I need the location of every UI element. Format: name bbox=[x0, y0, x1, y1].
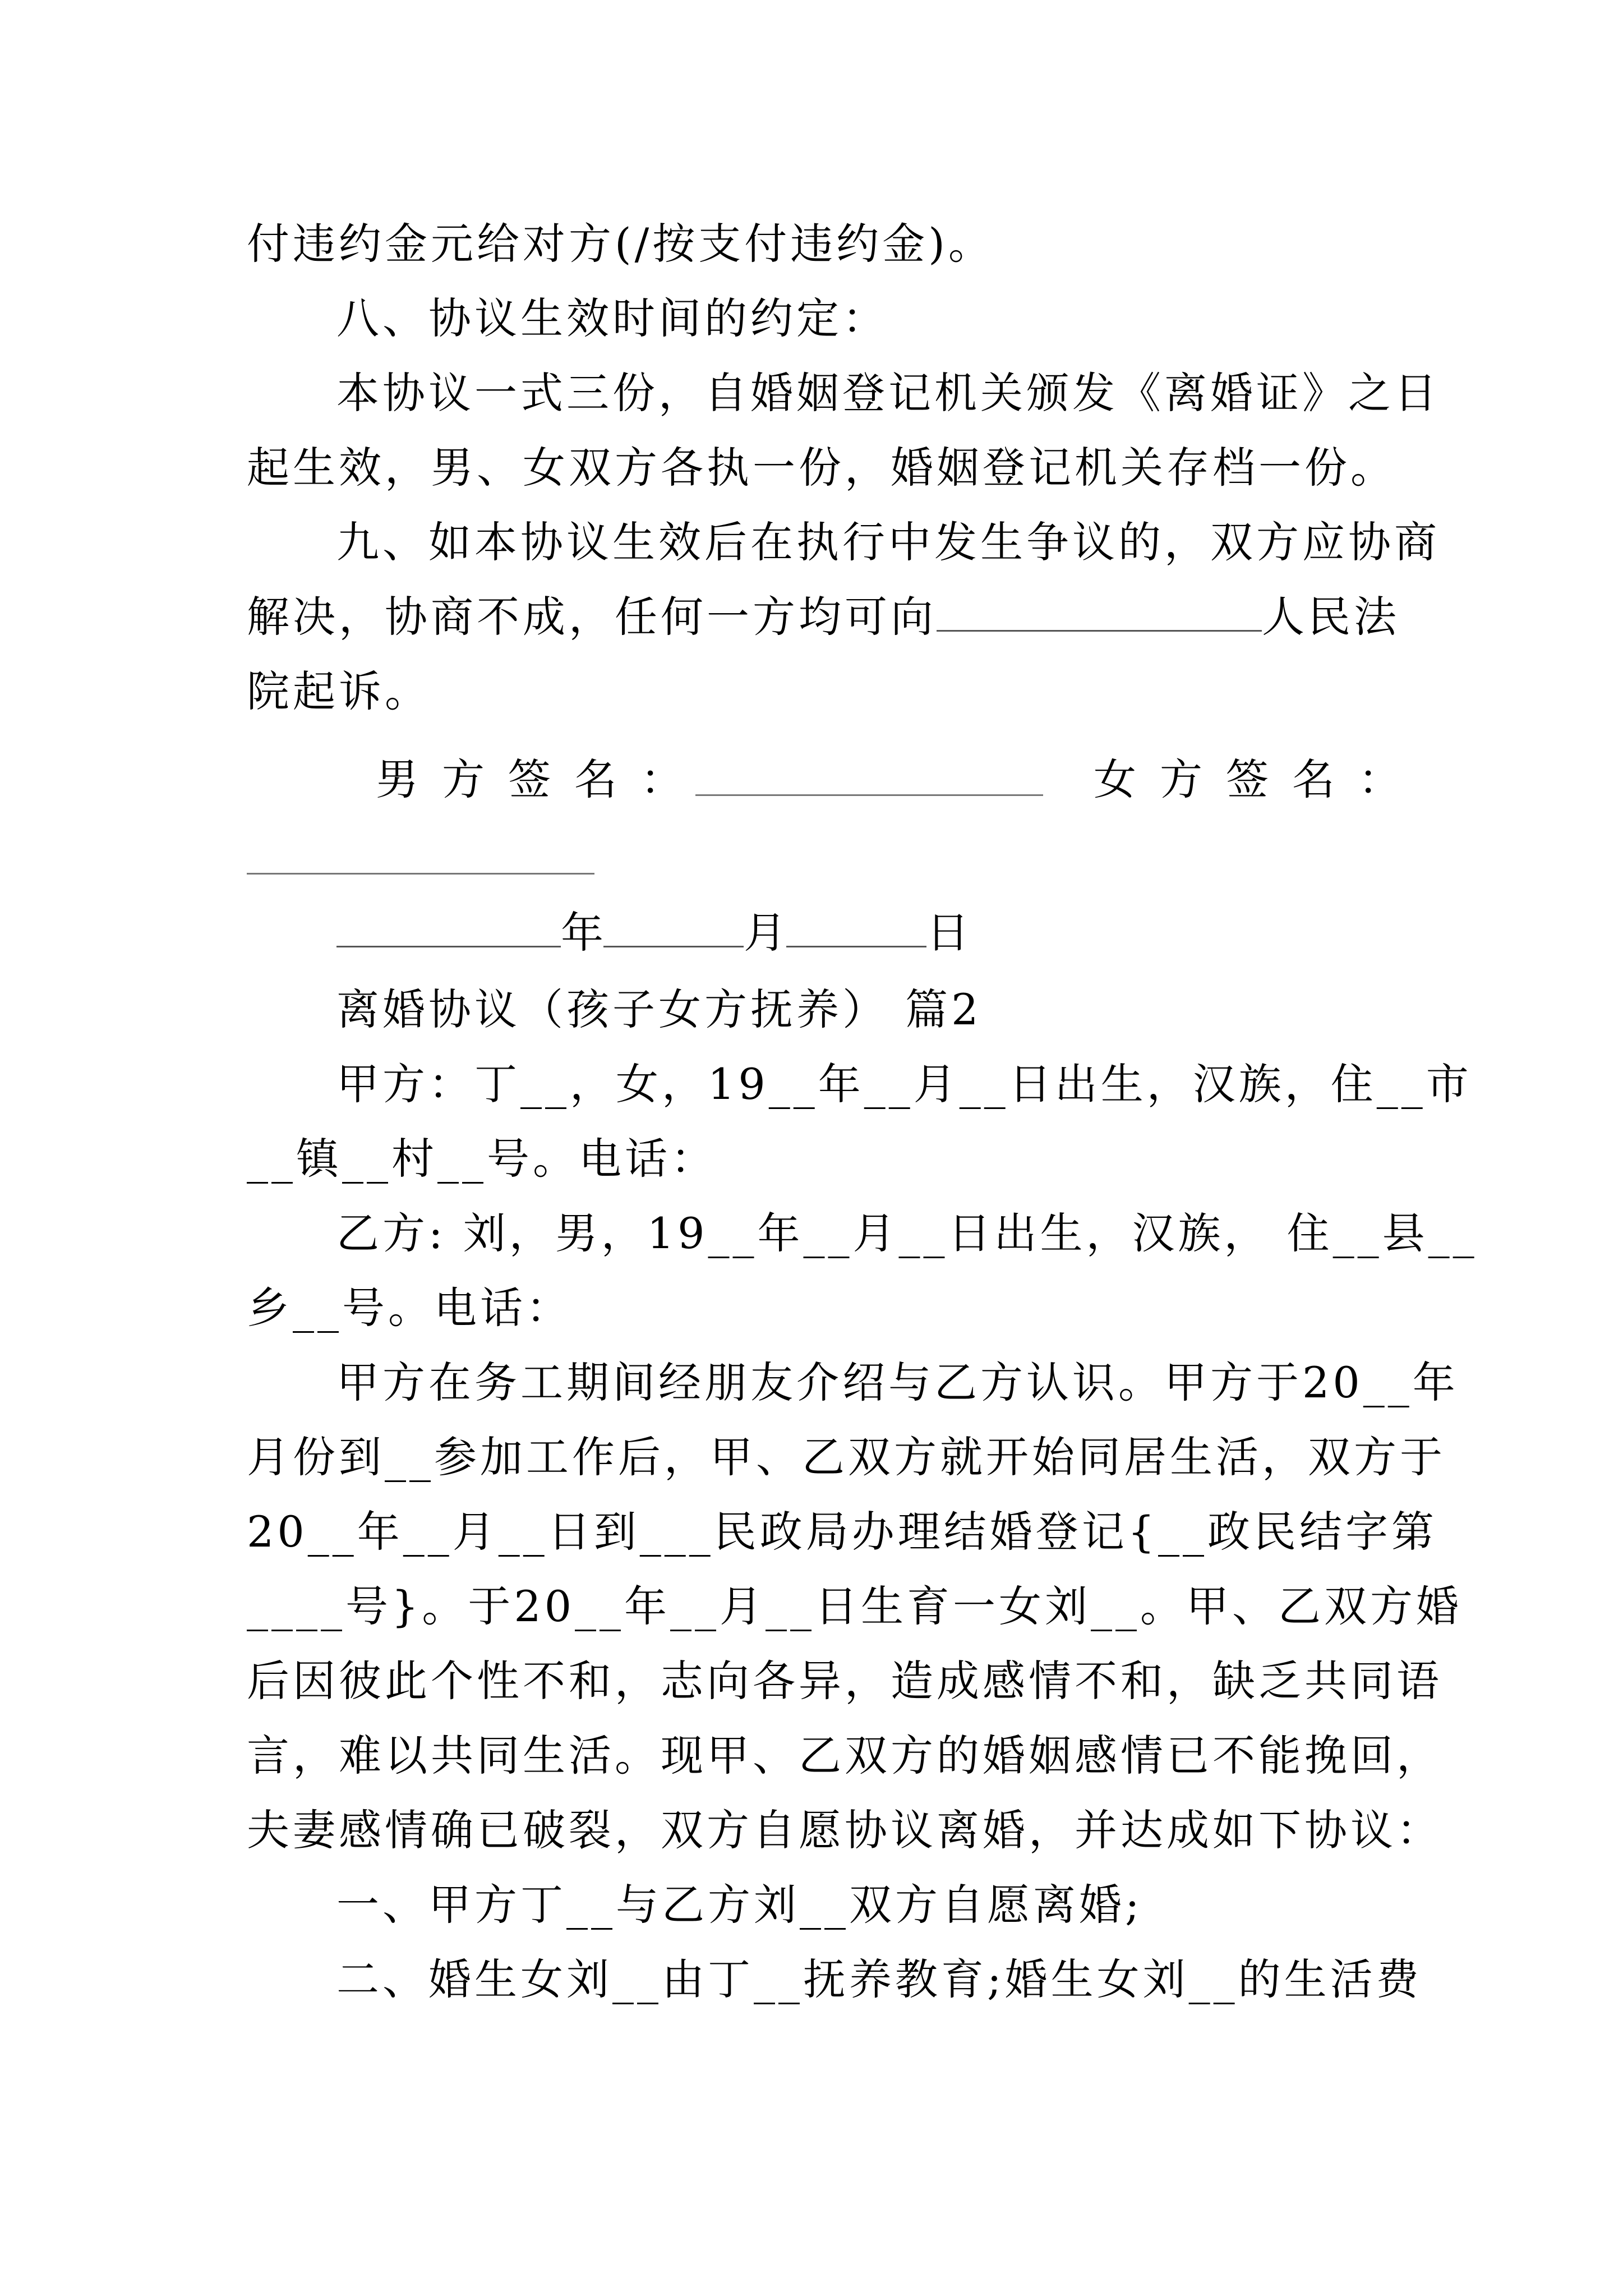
month-blank bbox=[603, 903, 744, 947]
document-title: 离婚协议（孩子女方抚养） 篇2 bbox=[336, 984, 982, 1034]
text-line: 言，难以共同生活。现甲、乙双方的婚姻感情已不能挽回， bbox=[247, 1731, 1442, 1780]
party-a-line-cont: __镇__村__号。电话： bbox=[247, 1134, 717, 1184]
text-segment: 解决，协商不成，任何一方均可向 bbox=[247, 592, 937, 642]
text-line: 20__年__月__日到___民政局办理结婚登记{__政民结字第 bbox=[247, 1507, 1438, 1557]
text-line: 付违约金元给对方(/按支付违约金)。 bbox=[247, 219, 994, 269]
court-name-blank bbox=[937, 590, 1262, 632]
female-signature-label: 女方签名： bbox=[1094, 754, 1424, 804]
text-line-court bbox=[247, 589, 1400, 645]
text-line: 院起诉。 bbox=[247, 666, 431, 716]
party-b-line: 乙方: 刘，男，19__年__月__日出生，汉族， 住__县__ bbox=[336, 1208, 1478, 1258]
text-line: 月份到__参加工作后，甲、乙双方就开始同居生活，双方于 bbox=[247, 1432, 1446, 1482]
party-a-line: 甲方：丁__，女，19__年__月__日出生，汉族，住__市 bbox=[336, 1059, 1472, 1109]
text-segment: 人民法 bbox=[1262, 592, 1400, 642]
text-line: ____号}。于20__年__月__日生育一女刘__。甲、乙双方婚 bbox=[247, 1581, 1463, 1631]
date-row bbox=[336, 903, 969, 959]
clause-one: 一、甲方丁__与乙方刘__双方自愿离婚; bbox=[336, 1880, 1143, 1930]
clause-two: 二、婚生女刘__由丁__抚养教育;婚生女刘__的生活费 bbox=[336, 1954, 1422, 2004]
male-signature-label: 男方签名： bbox=[376, 754, 707, 804]
text-line: 后因彼此个性不和，志向各异，造成感情不和，缺乏共同语 bbox=[247, 1656, 1442, 1706]
section-heading-eight: 八、协议生效时间的约定： bbox=[336, 293, 888, 343]
text-line: 起生效，男、女双方各执一份，婚姻登记机关存档一份。 bbox=[247, 443, 1396, 493]
year-blank bbox=[336, 903, 561, 947]
text-line: 夫妻感情确已破裂，双方自愿协议离婚，并达成如下协议： bbox=[247, 1805, 1442, 1855]
male-signature-blank bbox=[695, 794, 1043, 796]
day-blank bbox=[786, 903, 926, 947]
signature-row bbox=[247, 752, 1424, 808]
female-signature-blank bbox=[247, 873, 594, 875]
year-label: 年 bbox=[561, 908, 603, 958]
text-line: 本协议一式三份，自婚姻登记机关颁发《离婚证》之日 bbox=[336, 368, 1440, 418]
text-line: 甲方在务工期间经朋友介绍与乙方认识。甲方于20__年 bbox=[336, 1358, 1459, 1407]
day-label: 日 bbox=[926, 908, 969, 958]
month-label: 月 bbox=[744, 908, 786, 958]
section-heading-nine: 九、如本协议生效后在执行中发生争议的，双方应协商 bbox=[336, 517, 1440, 567]
party-b-line-cont: 乡__号。电话： bbox=[247, 1283, 572, 1333]
